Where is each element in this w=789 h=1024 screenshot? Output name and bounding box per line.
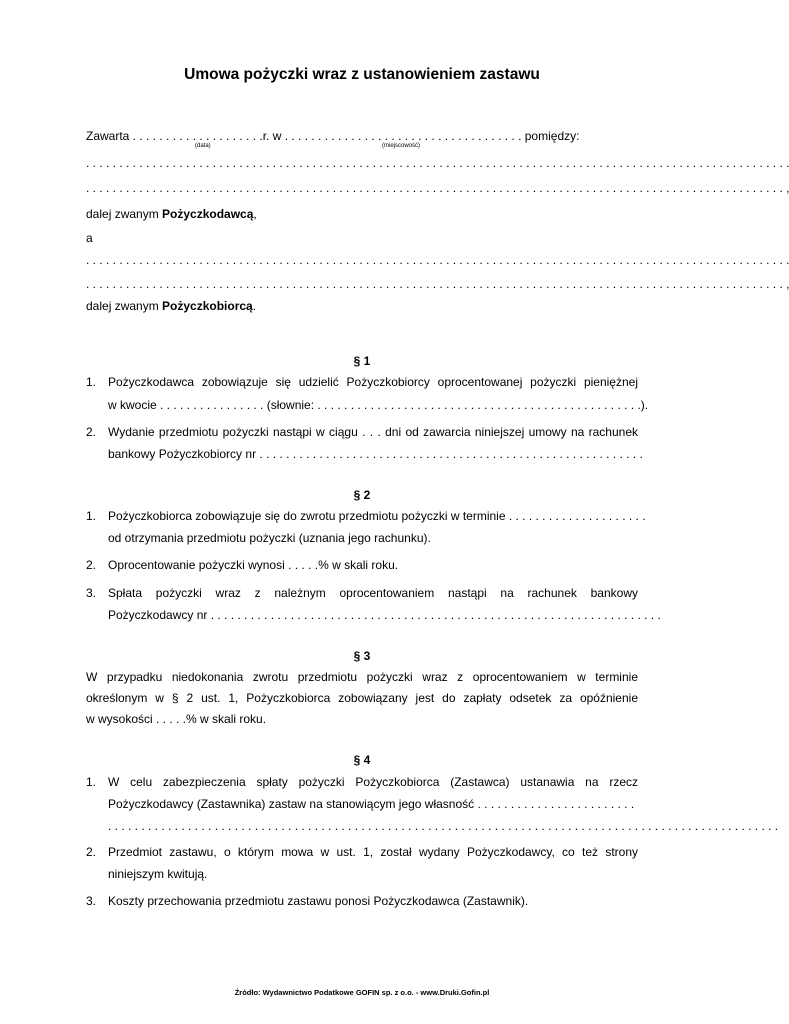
dots-line: . . . . . . . . . . . . . . . . . . . . . . . . . . . . . . . . . . . . . . . . . . . . . . . . . . . . . . . . . . . . . . . . . . . . . . . . . . . . . . . . . . . . . . . . . . . . . . . . . . . . . . . . . .	[86, 156, 789, 170]
item-number: 2.	[86, 558, 97, 572]
s1-p2-line1: Wydanie przedmiotu pożyczki nastąpi w ciągu . . . dni od zawarcia niniejszej umowy na rachunek	[108, 425, 638, 439]
item-number: 1.	[86, 375, 97, 389]
s2-p3-line1: Spłata pożyczki wraz z należnym oprocentowaniem nastąpi na rachunek bankowy	[108, 586, 638, 600]
s3-line3: w wysokości . . . . .% w skali roku.	[86, 712, 267, 726]
s3-line2: określonym w § 2 ust. 1, Pożyczkobiorca zobowiązany jest do zapłaty odsetek za opóźnienie	[86, 691, 638, 705]
s1-p2-line2: bankowy Pożyczkobiorcy nr . . . . . . . . . . . . . . . . . . . . . . . . . . . . . . . . . . . . . . . . . . . . . . . . . . . . . . . . . .	[108, 447, 643, 461]
a-line: a	[86, 231, 93, 245]
dalej-prefix: dalej zwanym	[86, 207, 163, 221]
data-label: (data)	[195, 143, 211, 149]
s1-p1-line1: Pożyczkodawca zobowiązuje się udzielić Pożyczkobiorcy oprocentowanej pożyczki pieniężnej	[108, 375, 638, 389]
section-heading: § 1	[353, 354, 371, 368]
item-number: 3.	[86, 586, 97, 600]
dalej-suffix: .	[252, 299, 257, 313]
s1-p1-line2: w kwocie . . . . . . . . . . . . . . . . (słownie: . . . . . . . . . . . . . . . . . . . . . . . . . . . . . . . . . . . . . . . . . . . . . . . . .).	[108, 398, 649, 412]
s4-p2-line1: Przedmiot zastawu, o którym mowa w ust. 1, został wydany Pożyczkodawcy, co też strony	[108, 845, 638, 859]
item-number: 1.	[86, 775, 97, 789]
s4-p2-line2: niniejszym kwitują.	[108, 867, 208, 881]
document-title: Umowa pożyczki wraz z ustanowieniem zastawu	[184, 66, 540, 83]
dots-line: . . . . . . . . . . . . . . . . . . . . . . . . . . . . . . . . . . . . . . . . . . . . . . . . . . . . . . . . . . . . . . . . . . . . . . . . . . . . . . . . . . . . . . . . . . . . . . . . . . . . . . . . . ,	[86, 277, 789, 291]
s3-line1: W przypadku niedokonania zwrotu przedmiotu pożyczki wraz z oprocentowaniem w terminie	[86, 670, 638, 684]
s2-p2-line1: Oprocentowanie pożyczki wynosi . . . . .% w skali roku.	[108, 558, 399, 572]
miejscowosc-label: (miejscowość)	[382, 143, 421, 149]
item-number: 2.	[86, 425, 97, 439]
s2-p1-line1: Pożyczkobiorca zobowiązuje się do zwrotu przedmiotu pożyczki w terminie . . . . . . . . . . . . . . . . . . . . .	[108, 509, 646, 523]
s4-p1-line2: Pożyczkodawcy (Zastawnika) zastaw na stanowiącym jego własność . . . . . . . . . . . . . . . . . . . . . . . .	[108, 797, 635, 811]
lender-role: Pożyczkodawcą	[162, 207, 254, 221]
dots-line: . . . . . . . . . . . . . . . . . . . . . . . . . . . . . . . . . . . . . . . . . . . . . . . . . . . . . . . . . . . . . . . . . . . . . . . . . . . . . . . . . . . . . . . . . . . . . . . . . . . . . . . . . ,	[86, 181, 789, 195]
s2-p3-line2: Pożyczkodawcy nr . . . . . . . . . . . . . . . . . . . . . . . . . . . . . . . . . . . . . . . . . . . . . . . . . . . . . . . . . . . . . . . . . . . .	[108, 608, 661, 622]
s4-p1-line1: W celu zabezpieczenia spłaty pożyczki Pożyczkobiorca (Zastawca) ustanawia na rzecz	[108, 775, 638, 789]
item-number: 1.	[86, 509, 97, 523]
s2-p1-line2: od otrzymania przedmiotu pożyczki (uznania jego rachunku).	[108, 531, 431, 545]
dalej-prefix: dalej zwanym	[86, 299, 163, 313]
section-heading: § 4	[353, 753, 371, 767]
source-footer: Źródło: Wydawnictwo Podatkowe GOFIN sp. z o.o. - www.Druki.Gofin.pl	[234, 988, 490, 997]
section-heading: § 2	[353, 488, 371, 502]
dots-line: . . . . . . . . . . . . . . . . . . . . . . . . . . . . . . . . . . . . . . . . . . . . . . . . . . . . . . . . . . . . . . . . . . . . . . . . . . . . . . . . . . . . . . . . . . . . . . . . . . . . . . . . . .	[86, 253, 789, 267]
dalej-borrower-line	[86, 299, 638, 313]
item-number: 3.	[86, 894, 97, 908]
dalej-lender-line	[86, 207, 638, 221]
s4-p1-line3: . . . . . . . . . . . . . . . . . . . . . . . . . . . . . . . . . . . . . . . . . . . . . . . . . . . . . . . . . . . . . . . . . . . . . . . . . . . . . . . . . . . . . . . . . . . . . . . . . . . . .	[108, 819, 779, 833]
borrower-role: Pożyczkobiorcą	[162, 299, 253, 313]
section-heading: § 3	[353, 649, 371, 663]
dalej-suffix: ,	[253, 207, 257, 221]
zawarta-line: Zawarta . . . . . . . . . . . . . . . . . . . .r. w . . . . . . . . . . . . . . . . . . . . . . . . . . . . . . . . . . . . pomiędzy:	[86, 129, 580, 143]
item-number: 2.	[86, 845, 97, 859]
s4-p3-line1: Koszty przechowania przedmiotu zastawu ponosi Pożyczkodawca (Zastawnik).	[108, 894, 529, 908]
